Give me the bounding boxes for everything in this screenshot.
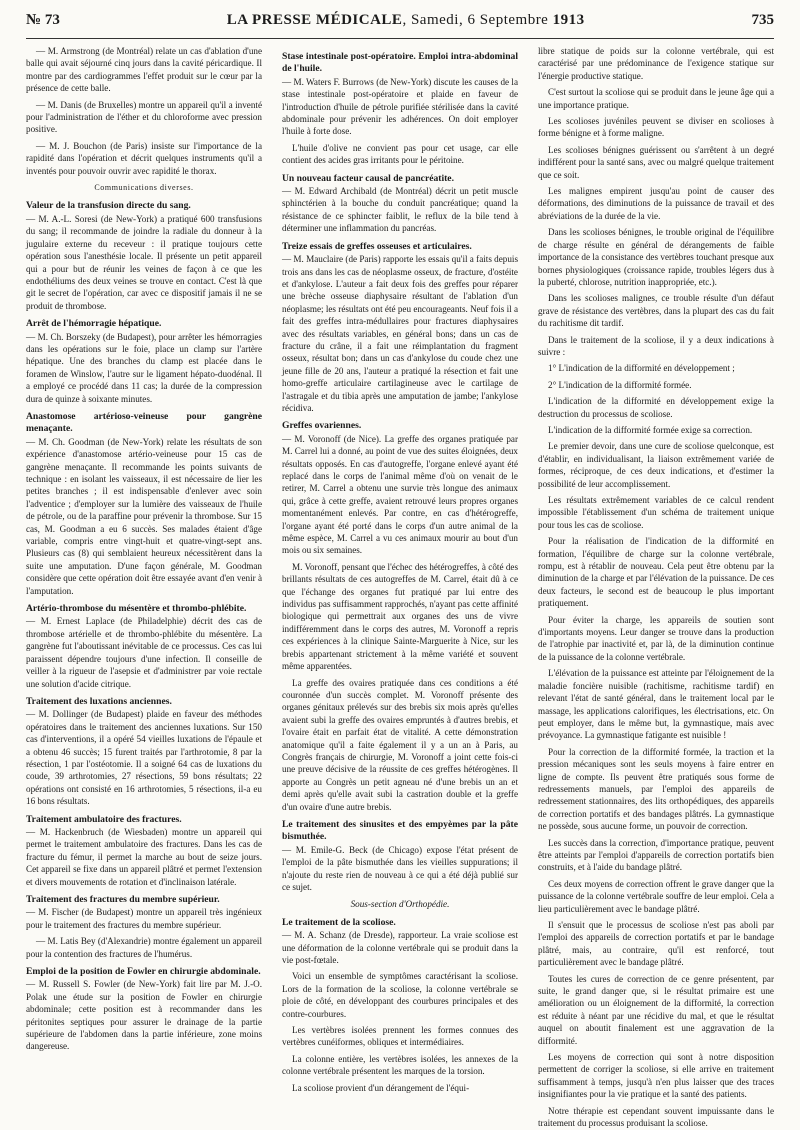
column-3 bbox=[538, 45, 774, 1129]
issue-date: , Samedi, 6 Septembre bbox=[402, 12, 549, 28]
paragraph: 1° L'indication de la difformité en développement ; bbox=[548, 363, 735, 374]
article-heading: Traitement des luxations anciennes. bbox=[26, 695, 172, 707]
issue-number: № 73 bbox=[26, 12, 60, 28]
paragraph: Notre thérapie est cependant souvent impuissante dans le traitement du processus produisant la scoliose. bbox=[538, 1105, 774, 1129]
paragraph: — M. Emile-G. Beck (de Chicago) expose l'état présent de l'emploi de la pâte bismuthée dans les vieilles suppurations; il n'ajoute du reste rien de nouveau à ce qui a été déjà publié sur ce sujet. bbox=[282, 844, 518, 892]
paragraph: Les moyens de correction qui sont à notre disposition permettent de corriger la scoliose, si elle arrive en traitement suffisamment à temps, jusqu'à n'en plus laisser que des traces insignifiantes pour la vie pratique et la santé des patients. bbox=[538, 1052, 774, 1100]
paragraph: — M. Latis Bey (d'Alexandrie) montre également un appareil pour la contention des fractures de l'humérus. bbox=[26, 936, 262, 959]
paragraph: — M. Ch. Borszeky (de Budapest), pour arrêter les hémorragies dans les opérations sur le foie, place un clamp sur l'artère hépatique. Une des branches du clamp est placée dans le foramen de Winslow, l'autre sur le ligament hépato-duodénal. Il a employé ce procédé dans 11 cas; la durée de la compression dura de quinze à soixante minutes. bbox=[26, 331, 262, 404]
paragraph: — M. Mauclaire (de Paris) rapporte les essais qu'il a faits depuis trois ans dans les cas de néoplasme osseux, de fracture, d'ostéite et d'ankylose. L'auteur a fait deux fois des greffes pour réparer une brèche osseuse diaphysaire résultant de l'ablation d'un néoplasme; les résultats ont été peu encourageants. Neuf fois il a fait des greffes intra-médullaires pour fractures diaphysaires avec des résultats variables, en général bons; dans un cas de fracture du crâne, il a fait une réimplantation du fragment osseux, résultat bon; dans un cas d'ankylose du coude chez une jeune fille de 20 ans, l'auteur a pratiqué la résection et fait une homo-greffe articulaire cartilagineuse avec le cartilage de l'astragale et du tibia après une amputation de jambe; l'ankylose récidiva. bbox=[282, 254, 518, 413]
article-heading: Traitement des fractures du membre supérieur. bbox=[26, 894, 220, 905]
paragraph: — M. Armstrong (de Montréal) relate un cas d'ablation d'une balle qui avait séjourné cinq jours dans la cavité péricardique. Il montre par des cardiogrammes l'effet produit sur le cœur par la présence de cette balle. bbox=[26, 46, 262, 94]
paragraph: Toutes les cures de correction de ce genre présentent, par suite, le grand danger que, si le résultat primaire est une amélioration ou un éloignement de la difformité, la correction est réduite à néant par une récidive du mal, et que le résultat auquel on aboutit finalement est une aggravation de la difformité. bbox=[538, 973, 774, 1046]
paragraph: Pour éviter la charge, les appareils de soutien sont d'importants moyens. Leur danger se trouve dans la production de l'atrophie par inactivité et, par là, de la diminution continue de la puissance de la colonne vertébrale. bbox=[538, 614, 774, 662]
paragraph: Dans les scolioses malignes, ce trouble résulte d'un défaut grave de résistance des vertèbres, dans la plupart des cas du fait du rachitisme dit tardif. bbox=[538, 293, 774, 329]
paragraph: — M. Danis (de Bruxelles) montre un appareil qu'il a inventé pour l'administration de l'éther et du chloroforme avec pression positive. bbox=[26, 99, 262, 135]
article-heading: Valeur de la transfusion directe du sang. bbox=[26, 200, 191, 212]
journal-title-line bbox=[227, 12, 585, 29]
paragraph: — M. J. Bouchon (de Paris) insiste sur l'importance de la rapidité dans l'opération et décrit quelques instruments qu'il a inventés pour pouvoir ouvrir avec rapidité le thorax. bbox=[26, 140, 262, 176]
subsection-heading: Sous-section d'Orthopédie. bbox=[350, 899, 450, 910]
article-heading: Artério-thrombose du mésentère et thrombo-phlébite. bbox=[26, 603, 247, 615]
paragraph: Les scolioses juvéniles peuvent se diviser en scolioses à forme bénigne et à forme maligne. bbox=[538, 116, 774, 139]
article-heading: Treize essais de greffes osseuses et articulaires. bbox=[282, 240, 472, 252]
issue-year: 1913 bbox=[552, 12, 585, 28]
paragraph: Dans les scolioses bénignes, le trouble original de l'équilibre de charge résulte en général de dérangements de faible importance de la consistance des vertèbres touchant presque aux bornes physiologiques (croissance rapide, troubles légers dus à la puberté, chlorose, nutrition inappropriée, etc.). bbox=[538, 227, 774, 287]
article-heading: Le traitement de la scoliose. bbox=[282, 916, 396, 928]
paragraph: libre statique de poids sur la colonne vertébrale, qui est caractérisé par une prédominance de l'exigence statique sur l'énergie productive statique. bbox=[538, 46, 774, 81]
article-heading: Traitement ambulatoire des fractures. bbox=[26, 813, 182, 825]
paragraph: — M. Ernest Laplace (de Philadelphie) décrit des cas de thrombose artérielle et de thrombo-phlébite du mésentère. La gangrène fut l'aboutissant inévitable de ce processus. Ces cas lui paraissent dépendre toujours d'une infection. Il conseille de veiller à la rigueur de l'asepsie et d'administrer par voie rectale une solution d'acide citrique. bbox=[26, 616, 262, 689]
paragraph: Voici un ensemble de symptômes caractérisant la scoliose. Lors de la formation de la scoliose, la colonne vertébrale se ploie de côté, en développant des courbures principales et des contre-courbures. bbox=[282, 971, 518, 1019]
article-heading: Arrêt de l'hémorragie hépatique. bbox=[26, 318, 162, 330]
paragraph: — M. Hackenbruch (de Wiesbaden) montre un appareil qui permet le traitement ambulatoire des fractures. Dans les cas de fracture du fémur, il permet la marche au bout de seize jours. Cet appareil se fixe dans un appareil plâtré et permet l'extension et divers mouvements de rotation et d'inclinaison latérale. bbox=[26, 826, 262, 887]
paragraph: — M. Ch. Goodman (de New-York) relate les résultats de son expérience d'anastomose artério-veineuse pour 15 cas de gangrène menaçante. Il recommande les points suivants de technique : en isolant les vaisseaux, il est nécessaire de lier les petites branches ; il est indispensable d'enlever avec soin l'adventice ; d'employer sur la lumière des vaisseaux de l'huile de pétrole, ou de la paraffine pour prévenir la thrombose. Sur 15 cas, M. Goodman a eu 6 succès. Ses malades étaient d'âge variable, compris entre vingt-huit et quatre-vingt-sept ans. Plusieurs cas (8) qui semblaient heureux nécessitèrent dans la suite une amputation. D'une façon générale, M. Goodman considère que cette opération doit être essayée avant d'en venir à l'amputation. bbox=[26, 436, 262, 596]
paragraph: L'huile d'olive ne convient pas pour cet usage, car elle contient des acides gras irritants pour le péritoine. bbox=[282, 142, 518, 166]
paragraph: C'est surtout la scoliose qui se produit dans le jeune âge qui a une importance pratique. bbox=[538, 87, 774, 110]
paragraph: — M. Voronoff (de Nice). La greffe des organes pratiquée par M. Carrel lui a donné, au point de vue des suites éloignées, deux résultats opposés. En cas d'autogreffe, l'organe enlevé ayant été replacé dans le corps de l'animal même d'où on venait de le retirer, M. Carrel a obtenu une survie très longue des animaux qui, grâce à cette greffe, avaient retrouvé leurs propres organes momentanément enlevés. Par contre, en cas d'hétérogreffe, l'organe ayant été porté dans le corps d'un autre animal de la même espèce, M. Carrel a vu ces animaux mourir au bout d'un mois ou six semaines. bbox=[282, 433, 518, 556]
paragraph: Les malignes empirent jusqu'au point de causer des déformations, des diminutions de la puissance de travail et des abréviations de la durée de la vie. bbox=[538, 186, 774, 221]
paragraph: Pour la correction de la difformité formée, la traction et la pression mécaniques sont les seuls moyens à faire entrer en ligne de compte. Ils peuvent être pratiqués sous forme de redressements manuels, par l'emploi des appareils de redressement stationnaires, des lits orthopédiques, des appareils de correction portatifs et des bandages plâtrés. La gymnastique ne possède, sous aucune forme, un pouvoir de correction. bbox=[538, 746, 774, 832]
text-columns bbox=[26, 45, 774, 1129]
paragraph: Les scolioses bénignes guérissent ou s'arrêtent à un degré indifférent pour la santé sans, avec ou malgré quelque traitement que ce soit. bbox=[538, 144, 774, 180]
paragraph: — M. A.-L. Soresi (de New-York) a pratiqué 600 transfusions du sang; il recommande de joindre la radiale du donneur à la jugulaire externe du receveur : il pratique toujours cette opération sous l'anesthésie locale. Il présente un petit appareil qui a pour but de réunir les veines de façon à ce que les endothéliums des deux veines se trouve en contact. C'est là que git le secret de l'opération, car avec ce dispositif jamais il ne se produit de thrombose. bbox=[26, 213, 262, 311]
paragraph: 2° L'indication de la difformité formée. bbox=[548, 379, 692, 390]
page-folio: 735 bbox=[751, 12, 774, 28]
article-heading: Un nouveau facteur causal de pancréatite. bbox=[282, 172, 454, 184]
paragraph: L'indication de la difformité en développement exige la destruction du processus de scoliose. bbox=[538, 396, 774, 419]
article-heading: Emploi de la position de Fowler en chirurgie abdominale. bbox=[26, 966, 261, 978]
paragraph: Les vertèbres isolées prennent les formes connues des vertèbres cunéiformes, obliques et intermédiaires. bbox=[282, 1025, 518, 1048]
paragraph: Dans le traitement de la scoliose, il y a deux indications à suivre : bbox=[538, 334, 774, 357]
article-heading: Le traitement des sinusites et des empyèmes par la pâte bismuthée. bbox=[282, 818, 518, 843]
running-header bbox=[26, 12, 774, 39]
paragraph: Ces deux moyens de correction offrent le grave danger que la puissance de la colonne vertébrale souffre de leur emploi. Cela a lieu particulièrement avec le bandage plâtré. bbox=[538, 878, 774, 914]
column-1 bbox=[26, 45, 262, 1075]
paragraph: L'indication de la difformité formée exige sa correction. bbox=[548, 424, 753, 435]
paragraph: Les résultats extrêmement variables de ce calcul rendent impossible l'établissement d'un schéma de traitement unique pour tous les cas de scoliose. bbox=[538, 495, 774, 530]
paragraph: M. Voronoff, pensant que l'échec des hétérogreffes, à côté des brillants résultats de ces autogreffes de M. Carrel, était dû à ce que l'échange des organes fut pratiqué par lui entre des individus pas suffisamment rapprochés, n'ayant pas cette affinité biologique qui permettrait aux organes des uns de vivre indifféremment dans le corps des autres, M. Voronoff a repris ces expériences à la clinique Sainte-Marguerite à Nice, sur les brebis appartenant strictement à la même variété et souvent même apparentées. bbox=[282, 561, 518, 672]
paragraph: — M. Fischer (de Budapest) montre un appareil très ingénieux pour le traitement des fractures du membre supérieur. bbox=[26, 907, 262, 930]
journal-name: LA PRESSE MÉDICALE bbox=[226, 12, 403, 28]
paragraph: — M. Dollinger (de Budapest) plaide en faveur des méthodes opératoires dans le traitement des anciennes luxations. Sur 150 cas d'interventions, il a opéré 54 vieilles luxations de l'épaule et a obtenu 46 succès; 15 furent traités par l'arthrotomie, 8 par la résection, 1 par l'ostéotomie. Il a soigné 64 cas de luxations du coude, 39 arthrotomies, 27 résections, 59 bons résultats; 22 opérations ont consisté en 16 arthrotomies, 5 résections, il-a eu 16 bons résultats. bbox=[26, 709, 262, 807]
paragraph: — M. Edward Archibald (de Montréal) décrit un petit muscle sphinctérien à la bouche du conduit pancréatique; quand la résistance de ce sphincter faiblit, le reflux de la bile tend à déterminer une inflammation du pancréas. bbox=[282, 186, 518, 234]
paragraph: La scoliose provient d'un dérangement de l'équi- bbox=[292, 1082, 470, 1093]
paragraph: Les succès dans la correction, d'importance pratique, peuvent être atteints par l'emploi d'appareils de correction portatifs bien construits, et à l'aide du bandage plâtré. bbox=[538, 837, 774, 873]
paragraph: — M. Russell S. Fowler (de New-York) fait lire par M. J.-O. Polak une étude sur la position de Fowler en chirurgie abdominale; cette position est à recommander dans les péritonites septiques pour assurer le drainage de la partie supérieure de l'abdomen dans la partie inférieure, zone moins dangereuse. bbox=[26, 979, 262, 1052]
paragraph: — M. A. Schanz (de Dresde), rapporteur. La vraie scoliose est une déformation de la colonne vertébrale qui se produit dans la vie post-fœtale. bbox=[282, 930, 518, 966]
paragraph: L'élévation de la puissance est atteinte par l'éloignement de la maladie foncière nuisible (rachitisme, rachitisme tardif) en relevant l'état de santé général, dans le traitement local par le massage, les applications calorifiques, les électrisations, etc. On peut employer, dans le même but, la gymnastique, mais avec prévoyance. La gymnastique fatigante est nuisible ! bbox=[538, 668, 774, 741]
paragraph: La colonne entière, les vertèbres isolées, les annexes de la colonne vertébrale présentent les marques de la torsion. bbox=[282, 1053, 518, 1077]
paragraph: — M. Waters F. Burrows (de New-York) discute les causes de la stase intestinale post-opératoire et plaide en faveur de l'introduction d'huile de pétrole purifiée stérilisée dans la cavité abdominale pour prévenir les adhérences. On doit employer l'huile à forte dose. bbox=[282, 76, 518, 137]
paragraph: Le premier devoir, dans une cure de scoliose quelconque, est d'établir, en individualisant, la liaison extrêmement variée de formes, réciproque, de ces deux indications, et d'estimer la possibilité de leur accomplissement. bbox=[538, 441, 774, 489]
paragraph: Pour la réalisation de l'indication de la difformité en formation, l'équilibre de charge sur la colonne vertébrale, rompu, est à rétablir de nouveau. Cela peut être obtenu par la diminution de la charge et par l'élévation de la puissance. De ces deux facteurs, le second est de beaucoup le plus important pratiquement. bbox=[538, 536, 774, 609]
section-heading: Communications diverses. bbox=[94, 183, 194, 193]
paragraph: La greffe des ovaires pratiquée dans ces conditions a été couronnée d'un succès complet. M. Voronoff présente des organes génitaux prélevés sur des brebis six mois après qu'elles avaient subi la greffe des ovaires empruntés à d'autres brebis, et l'ovaire était en parfait état de vitalité. A cette démonstration anatomique qu'il a faite également il y a un an à Paris, au Congrès français de chirurgie, M. Voronoff a joint cette fois-ci une preuve décisive de la réussite de ces greffes hétérogènes. Il apporte au Congrès un petit agneau né d'une brebis un an et demi après qu'elle avait subi la castration double et la greffe d'un ovaire d'une autre brebis. bbox=[282, 677, 518, 812]
article-heading: Anastomose artérioso-veineuse pour gangrène menaçante. bbox=[26, 410, 262, 435]
paragraph: Il s'ensuit que le processus de scoliose n'est pas aboli par l'emploi des appareils de correction portatifs et par le bandage plâtré, mais, au contraire, qu'il est renforcé, tout particulièrement avec le bandage plâtré. bbox=[538, 920, 774, 968]
column-2 bbox=[282, 45, 518, 1093]
article-heading: Greffes ovariennes. bbox=[282, 420, 362, 432]
article-heading: Stase intestinale post-opératoire. Emploi intra-abdominal de l'huile. bbox=[282, 51, 518, 75]
